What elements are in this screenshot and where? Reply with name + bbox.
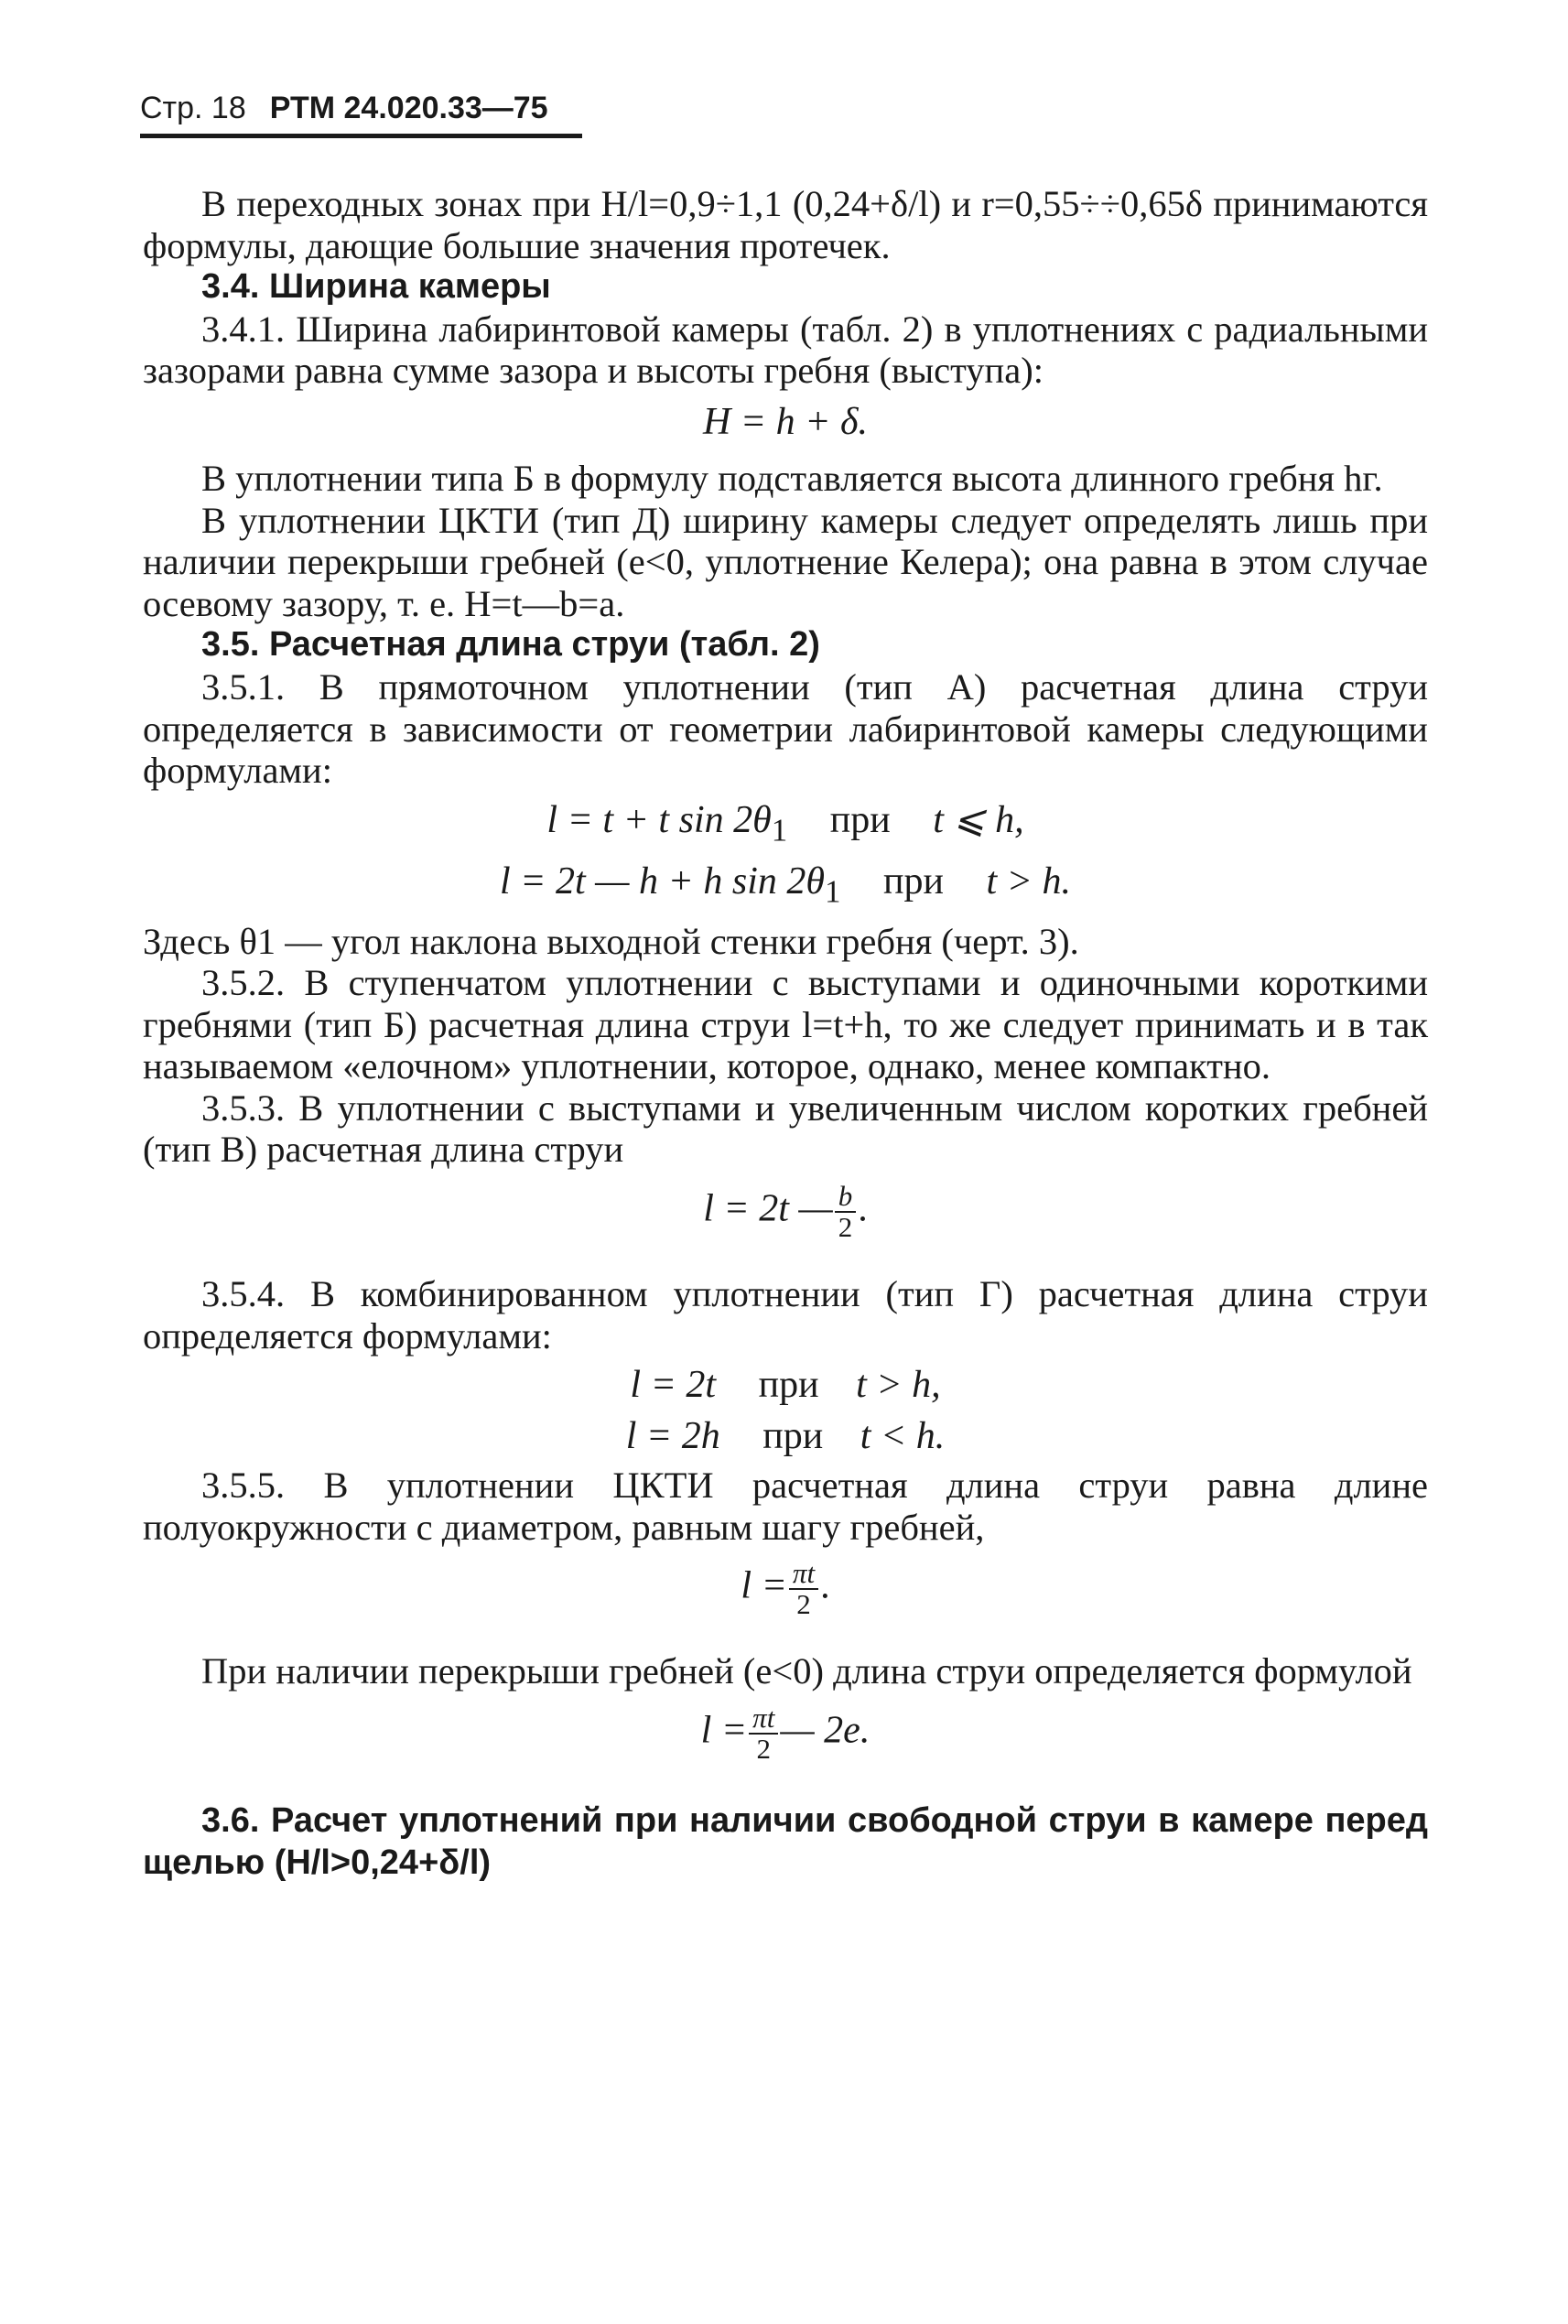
formula-lhs: l = 2h — [625, 1415, 720, 1458]
paragraph-transition-zones: В переходных зонах при H/l=0,9÷1,1 (0,24+δ/l) и r=0,55÷÷0,65δ принимаются формулы, дающие большие значения протечек. — [143, 183, 1428, 266]
paragraph-3-5-5: 3.5.5. В уплотнении ЦКТИ расчетная длина струи равна длине полуокружности с диаметром, равным шагу гребней, — [143, 1465, 1428, 1548]
formula-condition: t < h. — [860, 1415, 946, 1458]
paragraph-theta-definition: Здесь θ1 — угол наклона выходной стенки гребня (черт. 3). — [143, 920, 1079, 962]
paragraph-type-b: В уплотнении типа Б в формулу подставляется высота длинного гребня hг. — [201, 457, 1383, 499]
formula-end: . — [858, 1187, 868, 1230]
paragraph-overlap: При наличии перекрыши гребней (e<0) длина струи определяется формулой — [201, 1650, 1412, 1692]
formula-3-5-1-b — [143, 859, 1428, 914]
formula-end: . — [820, 1565, 830, 1608]
formula-end: — 2e. — [780, 1709, 871, 1752]
section-3-5-heading: 3.5. Расчетная длина струи (табл. 2) — [201, 625, 820, 665]
formula-3-5-4-a — [143, 1362, 1428, 1408]
fraction-numerator: πt — [789, 1559, 818, 1590]
formula-lhs: l = 2t — [630, 1364, 717, 1407]
page-header — [140, 88, 582, 138]
section-3-6-heading: 3.6. Расчет уплотнений при наличии свободной струи в камере перед щелью (H/l>0,24+δ/l) — [143, 1801, 1428, 1882]
formula-chamber-width: H = h + δ. — [702, 400, 869, 443]
page-number: Стр. 18 — [140, 91, 246, 125]
formula-condition: t > h, — [856, 1364, 941, 1407]
formula-lhs: l = t + t sin 2θ — [546, 798, 772, 841]
section-3-4-heading: 3.4. Ширина камеры — [201, 267, 551, 307]
fraction-denominator: 2 — [838, 1211, 853, 1244]
formula-subscript: 1 — [771, 812, 788, 849]
fraction — [835, 1182, 857, 1242]
paragraph-3-5-3: 3.5.3. В уплотнении с выступами и увеличенным числом коротких гребней (тип В) расчетная длина струи — [143, 1086, 1428, 1171]
fraction — [789, 1559, 818, 1619]
formula-condition-word: при — [762, 1415, 824, 1458]
document-code: РТМ 24.020.33—75 — [269, 91, 548, 125]
formula-3-5-3 — [143, 1182, 1428, 1242]
fraction-denominator: 2 — [796, 1588, 811, 1621]
formula-3-5-5 — [143, 1559, 1428, 1619]
formula-lhs: l = 2t — h + h sin 2θ — [500, 860, 826, 903]
formula-3-5-4-b — [143, 1413, 1428, 1459]
formula-condition-word: при — [883, 860, 944, 903]
paragraph-ckti-width: В уплотнении ЦКТИ (тип Д) ширину камеры следует определять лишь при наличии перекрыши гребней (e<0, уплотнение Келера); она равна в этом случае осевому зазору, т. е. H=t—b=a. — [143, 499, 1428, 624]
formula-condition: t ⩽ h, — [933, 798, 1024, 841]
document-body — [143, 183, 1428, 1884]
formula-3-5-1-a — [143, 797, 1428, 853]
fraction-denominator: 2 — [756, 1733, 771, 1766]
formula-subscript: 1 — [825, 873, 841, 910]
formula-lhs: l = — [741, 1565, 787, 1608]
paragraph-3-5-4: 3.5.4. В комбинированном уплотнении (тип Г) расчетная длина струи определяется формулами: — [143, 1273, 1428, 1357]
fraction-numerator: πt — [749, 1703, 778, 1735]
paragraph-3-5-2: 3.5.2. В ступенчатом уплотнении с выступами и одиночными короткими гребнями (тип Б) расчетная длина струи l=t+h, то же следует принимать и в так называемом «елочном» уплотнении, которое, однако, менее компактно. — [143, 962, 1428, 1087]
paragraph-3-4-1: 3.4.1. Ширина лабиринтовой камеры (табл. 2) в уплотнениях с радиальными зазорами равна сумме зазора и высоты гребня (выступа): — [143, 308, 1428, 392]
formula-lhs: l = — [700, 1709, 748, 1752]
formula-condition-word: при — [829, 798, 891, 841]
formula-condition: t > h. — [986, 860, 1071, 903]
formula-condition-word: при — [758, 1364, 819, 1407]
fraction — [749, 1703, 778, 1764]
paragraph-3-5-1: 3.5.1. В прямоточном уплотнении (тип А) расчетная длина струи определяется в зависимости от геометрии лабиринтовой камеры следующими формулами: — [143, 665, 1428, 792]
formula-overlap — [143, 1703, 1428, 1764]
fraction-numerator: b — [835, 1182, 857, 1213]
formula-lhs: l = 2t — — [703, 1187, 833, 1230]
